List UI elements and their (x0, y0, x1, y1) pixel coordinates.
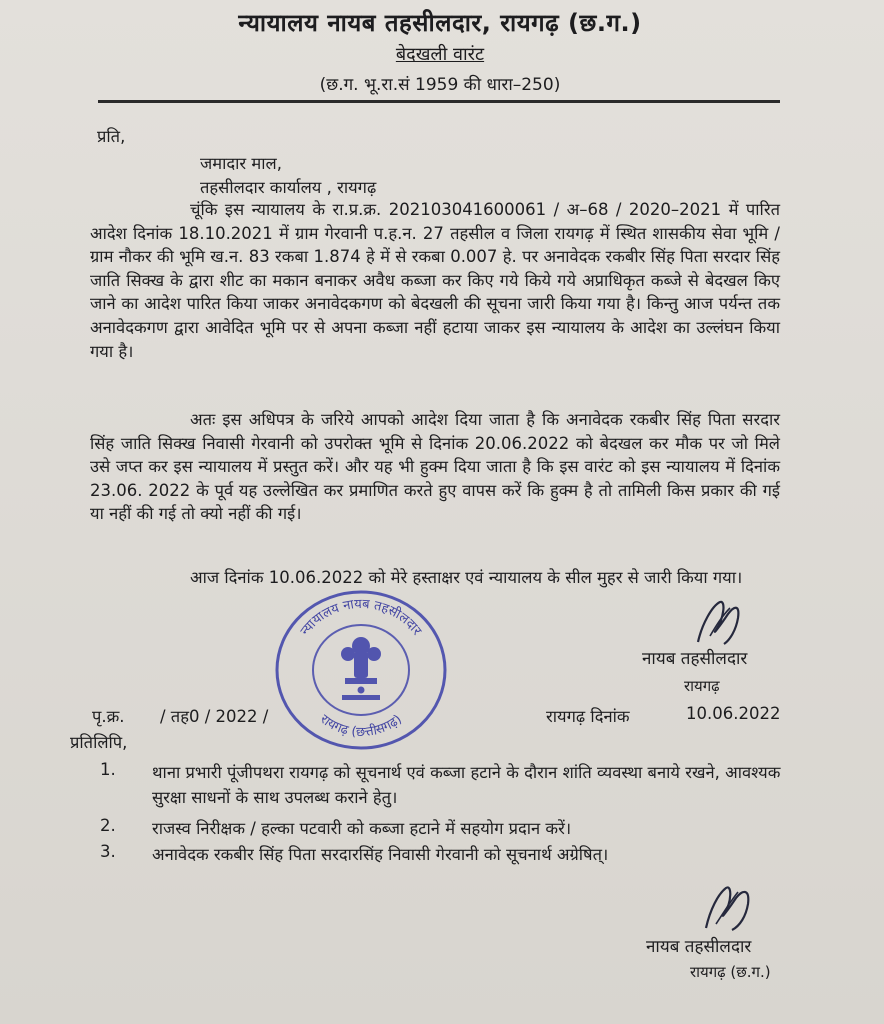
seal-graphic (270, 582, 452, 752)
copy-item-1-number: 1. (100, 760, 116, 779)
signature-1-place: रायगढ़ (684, 677, 720, 695)
copy-item-3-number: 3. (100, 842, 116, 861)
copy-item-2-text: राजस्व निरीक्षक / हल्का पटवारी को कब्जा हटाने में सहयोग प्रदान करें। (152, 819, 572, 838)
court-seal (270, 582, 452, 752)
salutation: प्रति, (97, 127, 126, 146)
reference-number: / तह0 / 2022 / (160, 707, 269, 726)
signature-mark-2 (700, 880, 760, 940)
signature-2-designation: नायब तहसीलदार (646, 937, 752, 957)
header-divider (98, 100, 780, 103)
body-paragraph-1: चूंकि इस न्यायालय के रा.प्र.क्र. 202103041600061 / अ–68 / 2020–2021 में पारित आदेश दिनांक 18.10.2021 में ग्राम गेरवानी प.ह.न. 27 तहसील व जिला रायगढ़ में स्थित शासकीय सेवा भूमि / ग्राम नौकर की भूमि ख.न. 83 रकबा 1.874 हे में से रकबा 0.007 हे. पर अनावेदक रकबीर सिंह पिता सरदार सिंह जाति सिक्ख के द्वारा शीट का मकान बनाकर अवैध कब्जा कर किए गये किये गये अप्राधिकृत कब्जे से बेदखल किए जाने का आदेश पारित किया जाकर अनावेदकगण को बेदखली की सूचना जारी किया गया है। किन्तु आज पर्यन्त तक अनावेदकगण द्वारा आवेदित भूमि पर से अपना कब्जा नहीं हटाया जाकर इस न्यायालय के आदेश का उल्लंघन किया गया है। (90, 200, 780, 361)
recipient-office: तहसीलदार कार्यालय , रायगढ़ (200, 178, 377, 197)
document-type (200, 42, 680, 66)
signature-2-place: रायगढ़ (छ.ग.) (690, 963, 771, 981)
copy-item-3-text: अनावेदक रकबीर सिंह पिता सरदारसिंह निवासी गेरवानी को सूचनार्थ अग्रेषित्। (152, 845, 609, 864)
emblem-icon (341, 637, 381, 700)
court-title: न्यायालय नायब तहसीलदार, रायगढ़ (छ.ग.) (238, 9, 642, 37)
reference-label: पृ.क्र. (92, 707, 125, 726)
reference-date: 10.06.2022 (686, 704, 781, 723)
body-paragraph-2: अतः इस अधिपत्र के जरिये आपको आदेश दिया जाता है कि अनावेदक रकबीर सिंह पिता सरदार सिंह जाति सिक्ख निवासी गेरवानी को उपरोक्त भूमि से दिनांक 20.06.2022 को बेदखल कर मौक पर जो मिले उसे जप्त कर इस न्यायालय में प्रस्तुत करें। और यह भी हुक्म दिया जाता है कि इस वारंट को इस न्यायालय में दिनांक 23.06. 2022 के पूर्व यह उल्लेखित कर प्रमाणित करते हुए वापस करें कि हुक्म है तो तामिली किस प्रकार की गई या नहीं की गई तो क्यो नहीं की गई। (90, 410, 780, 524)
recipient-title: जमादार माल, (200, 154, 282, 173)
copy-item-1-text: थाना प्रभारी पूंजीपथरा रायगढ़ को सूचनार्थ एवं कब्जा हटाने के दौरान शांति व्यवस्था बनाये रखने, आवश्यक सुरक्षा साधनों के साथ उपलब्ध कराने हेतु। (152, 763, 781, 807)
copy-item-2-number: 2. (100, 816, 116, 835)
seal-bottom-text: रायगढ़ (छत्तीसगढ़) (317, 711, 405, 741)
signature-1-designation: नायब तहसीलदार (642, 649, 748, 669)
legal-section: (छ.ग. भू.रा.सं 1959 की धारा–250) (319, 75, 561, 95)
copy-to-heading: प्रतिलिपि, (70, 733, 128, 752)
document-type-text: बेदखली वारंट (395, 44, 485, 65)
seal-top-text: न्यायालय नायब तहसीलदार (297, 596, 425, 639)
place-date-label: रायगढ़ दिनांक (546, 707, 630, 726)
body-paragraph-3: आज दिनांक 10.06.2022 को मेरे हस्ताक्षर एवं न्यायालय के सील मुहर से जारी किया गया। (190, 568, 743, 587)
